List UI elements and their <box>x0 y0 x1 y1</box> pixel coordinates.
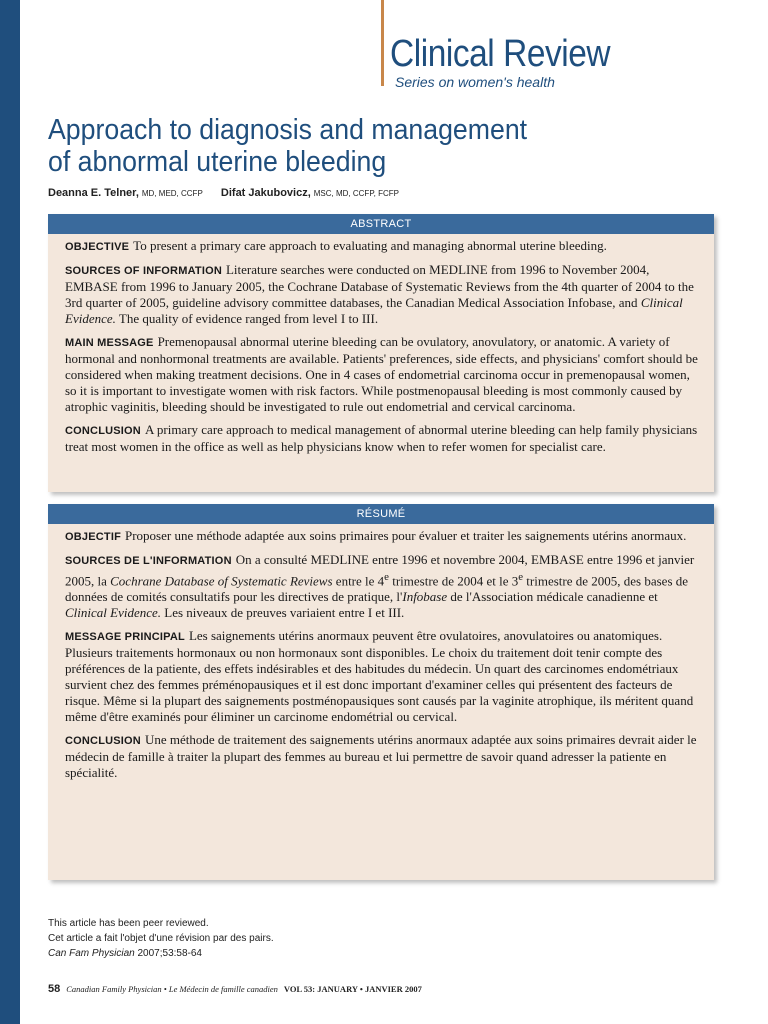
conclusion-text: A primary care approach to medical management of abnormal uterine bleeding can help family physicians treat most women in the office as well as help physicians know when to refer women for specialist care. <box>65 422 698 454</box>
resume-heading: RÉSUMÉ <box>48 504 714 524</box>
sources-tail: The quality of evidence ranged from level I to III. <box>115 311 379 326</box>
sources-fr-text: entre le 4 <box>332 573 385 589</box>
author-name: Difat Jakubovicz, <box>220 187 311 199</box>
conclusion-label: CONCLUSION <box>65 425 141 437</box>
main-message-label: MAIN MESSAGE <box>65 337 154 349</box>
abstract-body <box>48 234 714 455</box>
resume-body <box>48 524 714 781</box>
volume-info: VOL 53: JANUARY • JANVIER 2007 <box>283 984 422 994</box>
sources-text: Literature searches were conducted on MEDLINE from 1996 to November 2004, EMBASE from 1996 to January 2005, the Cochrane Database of Systematic Reviews from the 4th quarter of 2004 to the 3rd quarter of 2005, guideline advisory committee databases, the Canadian Medical Association Infobase, and <box>65 262 694 310</box>
conclusion-fr-label: CONCLUSION <box>65 735 141 748</box>
objective-label: OBJECTIVE <box>65 241 130 253</box>
journal-name: Canadian Family Physician • Le Médecin de famille canadien <box>66 984 278 994</box>
sources-fr-text: trimestre de 2004 et le 3 <box>388 573 519 589</box>
header-accent-rule <box>381 0 384 86</box>
objectif-label: OBJECTIF <box>65 531 121 543</box>
series-subtitle: Series on women's health <box>395 74 555 90</box>
resume-conclusion <box>65 732 700 781</box>
objectif-text: Proposer une méthode adaptée aux soins primaires pour évaluer et traiter les saignements utérins anormaux. <box>125 528 687 543</box>
peer-review-note: This article has been peer reviewed. <box>48 918 209 929</box>
article-title-line-2: of abnormal uterine bleeding <box>48 146 387 178</box>
sources-fr-text: Les niveaux de preuves variaient entre I et III. <box>161 605 405 621</box>
sources-fr-text: trimestre de 2005, des bases de données de comités consultatifs pour les directives de pratique, l' <box>65 573 689 605</box>
message-text: Les saignements utérins anormaux peuvent être ovulatoires, anovulatoires ou anatomiques. Plusieurs traitements hormonaux ou non hormonaux sont disponibles. Le choix du traitement doit tenir compte des préférences de la patiente, des effets indésirables et des habitudes du médecin. Un quart des carcinomes endométriaux survient chez des femmes préménopausiques et il est donc important d'examiner celles qui présentent des facteurs de risque. Même si la plupart des saignements postménopausiques sont causés par la vaginite atrophique, ils méritent quand même d'être examinés pour éliminer un carcinome endométrial ou cervical. <box>65 628 694 725</box>
page-number: 58 <box>48 983 61 995</box>
resume-sources <box>65 552 700 621</box>
sources-fr-label: SOURCES DE L'INFORMATION <box>65 555 232 567</box>
objective-text: To present a primary care approach to evaluating and managing abnormal uterine bleeding. <box>133 238 607 253</box>
article-title-line-1: Approach to diagnosis and management <box>48 114 528 146</box>
main-message-text: Premenopausal abnormal uterine bleeding can be ovulatory, anovulatory, or anatomic. A variety of hormonal and nonhormonal treatments are available. Patients' preferences, side effects, and physicians' comfort should be considered when making treatment decisions. One in 4 cases of endometrial carcinoma occur in premenopausal women, so it is important to investigate women with risk factors. While postmenopausal bleeding is most commonly caused by atrophic vaginitis, bleeding should be investigated to rule out endometrial and cervical carcinoma. <box>65 334 698 414</box>
sources-fr-text: de l'Association médicale canadienne et <box>447 589 658 605</box>
abstract-box <box>48 214 714 492</box>
page-footer <box>48 983 422 995</box>
sources-italic: Clinical Evidence. <box>65 295 683 326</box>
left-margin-bar <box>0 0 20 1024</box>
sources-fr-italic: Clinical Evidence. <box>65 605 162 621</box>
resume-message <box>65 628 700 725</box>
abstract-heading: ABSTRACT <box>48 214 714 234</box>
sources-fr-italic: Infobase <box>402 589 448 605</box>
resume-objectif <box>65 528 700 545</box>
abstract-main-message <box>65 334 700 415</box>
abstract-objective <box>65 238 700 255</box>
review-footnote <box>48 916 274 961</box>
article-title <box>48 114 600 178</box>
message-label: MESSAGE PRINCIPAL <box>65 631 185 644</box>
ordinal-superscript: e <box>384 571 389 583</box>
author-list <box>48 187 399 199</box>
author-credentials: MD, MED, CCFP <box>141 189 203 198</box>
author-name: Deanna E. Telner, <box>48 187 139 199</box>
sources-fr-text: On a consulté MEDLINE entre 1996 et novembre 2004, EMBASE entre 1996 et janvier 2005, la <box>65 552 695 589</box>
peer-review-note-fr: Cet article a fait l'objet d'une révision par des pairs. <box>48 933 274 944</box>
abstract-sources <box>65 262 700 327</box>
conclusion-fr-text: Une méthode de traitement des saignements utérins anormaux adaptée aux soins primaires devrait aider le médecin de famille à traiter la plupart des femmes au bureau et lui permettre de savoir quand adresser la patiente en spécialité. <box>65 732 697 781</box>
citation-journal: Can Fam Physician <box>48 948 135 959</box>
citation-ref: 2007;53:58-64 <box>134 948 202 959</box>
author-credentials: MSC, MD, CCFP, FCFP <box>313 189 399 198</box>
citation <box>48 946 274 961</box>
resume-box <box>48 504 714 880</box>
sources-fr-italic: Cochrane Database of Systematic Reviews <box>110 573 333 589</box>
sources-label: SOURCES OF INFORMATION <box>65 265 222 277</box>
ordinal-superscript: e <box>518 571 524 583</box>
section-title: Clinical Review <box>390 33 611 75</box>
abstract-conclusion <box>65 422 700 455</box>
